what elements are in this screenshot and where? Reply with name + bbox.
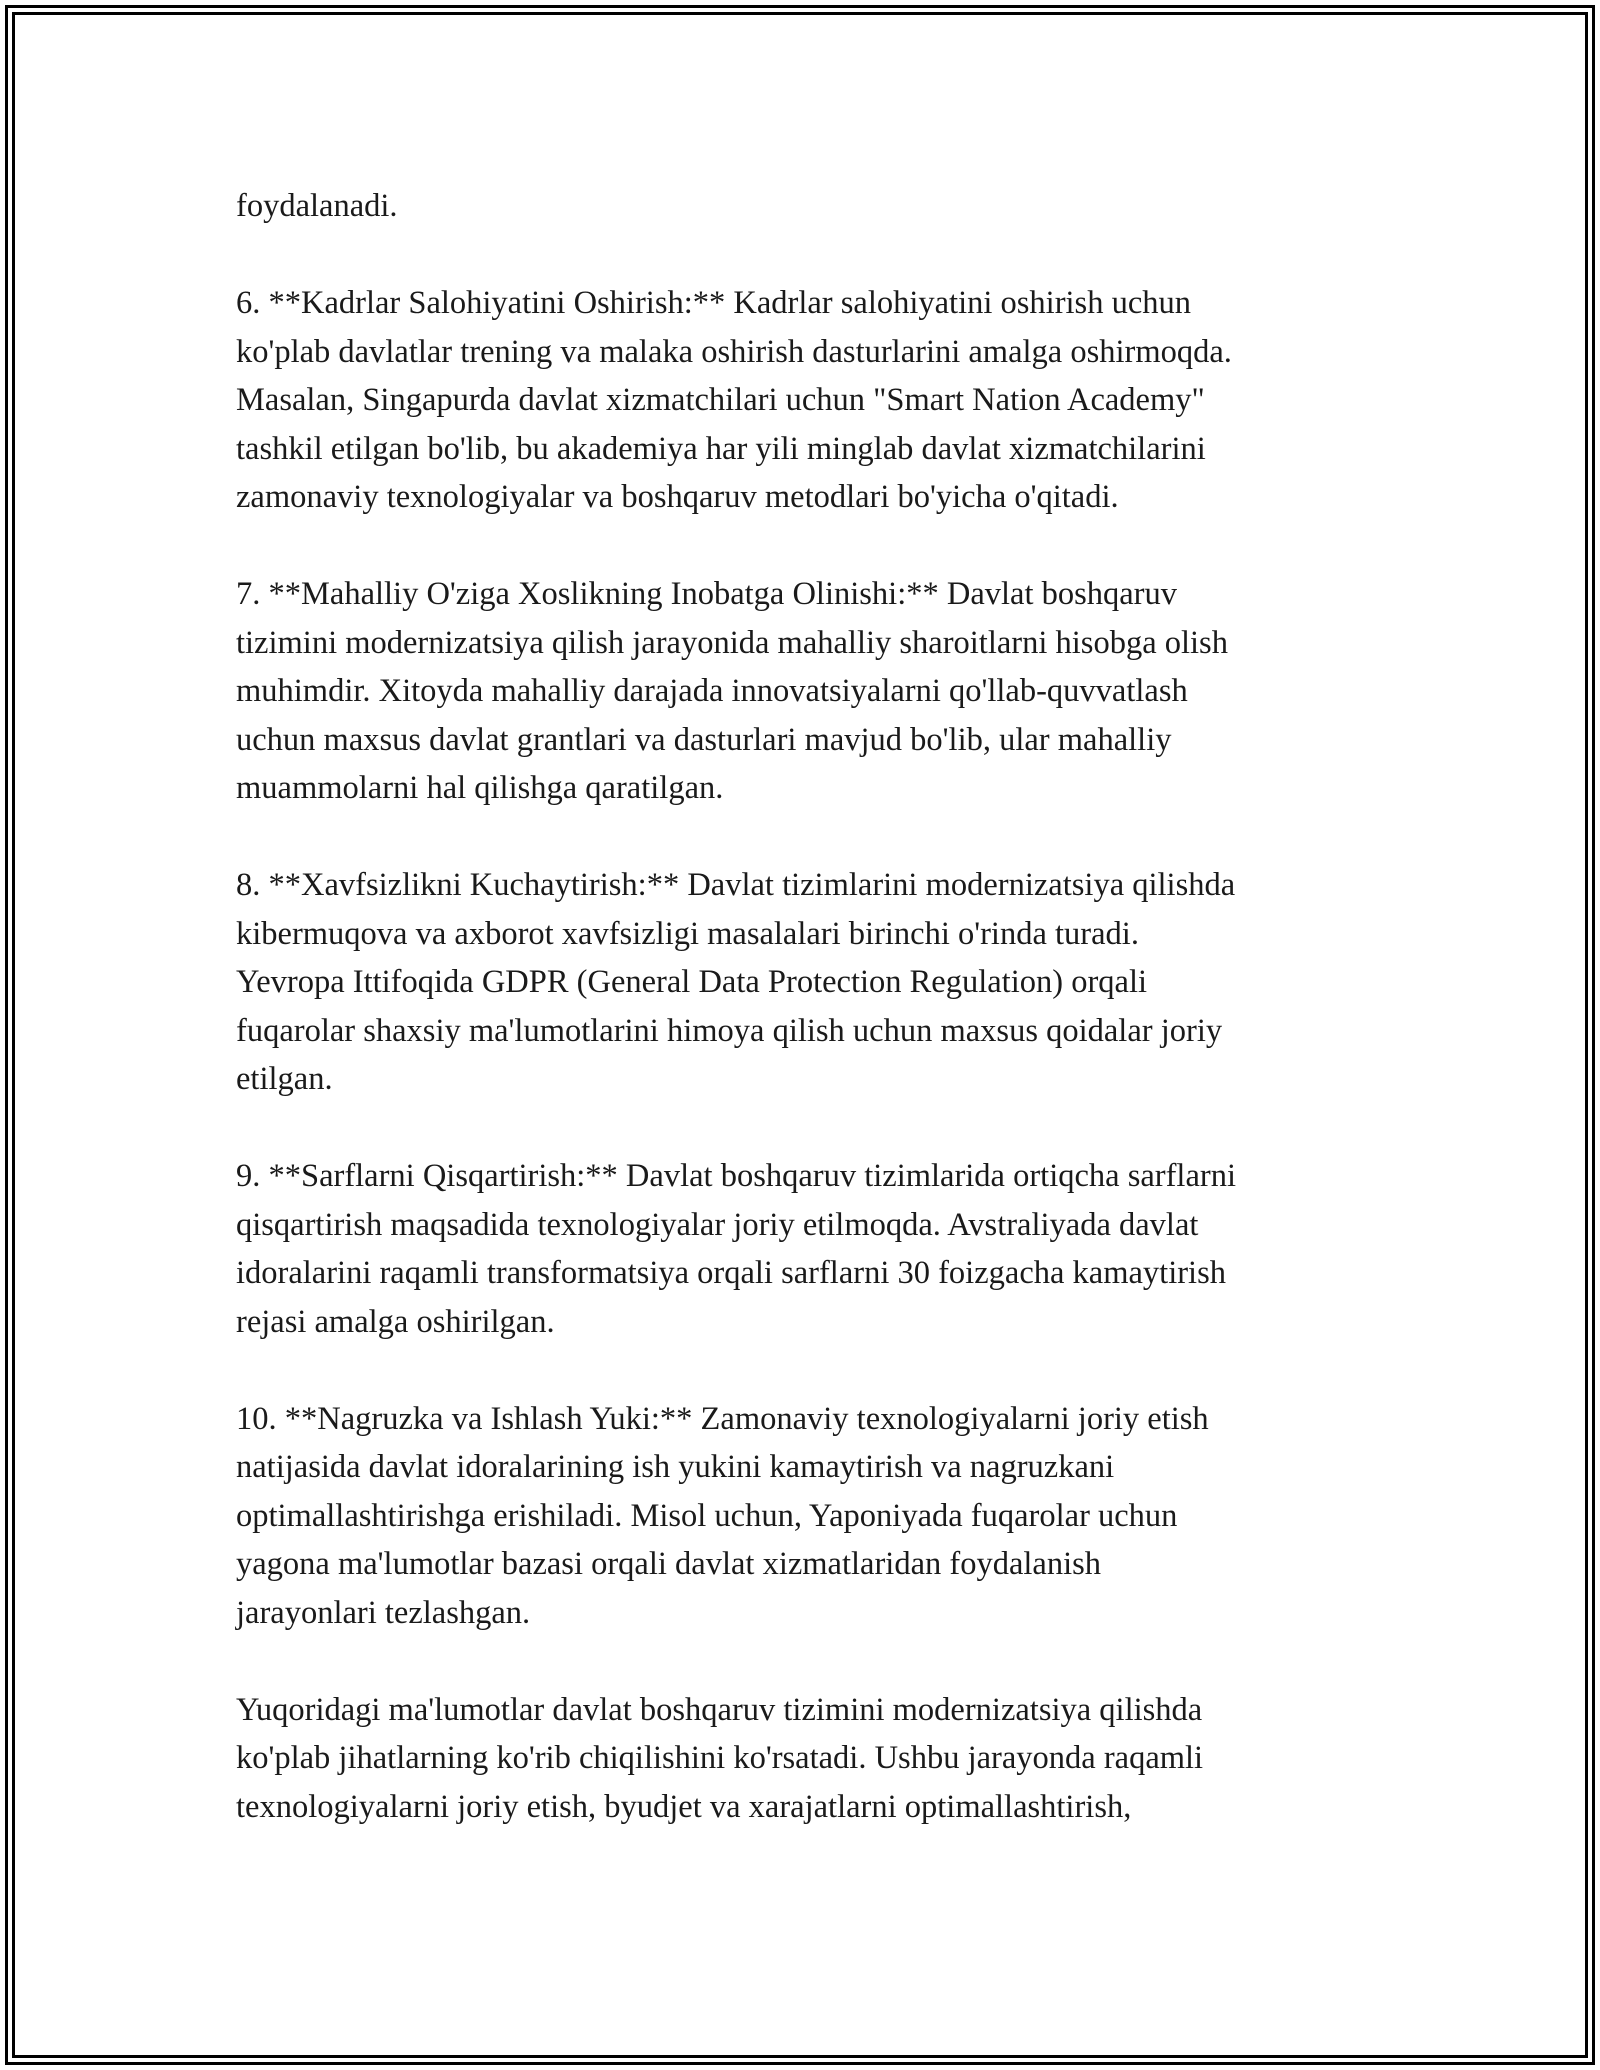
document-body: [236, 182, 1386, 1880]
paragraph-item-7: 7. **Mahalliy O'ziga Xoslikning Inobatga Olinishi:** Davlat boshqaruv tizimini modernizatsiya qilish jarayonida mahalliy sharoitlarni hisobga olish muhimdir. Xitoyda mahalliy darajada innovatsiyalarni qo'llab-quvvatlash uchun maxsus davlat grantlari va dasturlari mavjud bo'lib, ular mahalliy muammolarni hal qilishga qaratilgan.: [236, 576, 1228, 806]
paragraph-item-6: 6. **Kadrlar Salohiyatini Oshirish:** Kadrlar salohiyatini oshirish uchun ko'plab davlatlar trening va malaka oshirish dasturlarini amalga oshirmoqda. Masalan, Singapurda davlat xizmatchilari uchun "Smart Nation Academy" tashkil etilgan bo'lib, bu akademiya har yili minglab davlat xizmatchilarini zamonaviy texnologiyalar va boshqaruv metodlari bo'yicha o'qitadi.: [236, 285, 1232, 515]
paragraph-item-9: 9. **Sarflarni Qisqartirish:** Davlat boshqaruv tizimlarida ortiqcha sarflarni qisqartirish maqsadida texnologiyalar joriy etilmoqda. Avstraliyada davlat idoralarini raqamli transformatsiya orqali sarflarni 30 foizgacha kamaytirish rejasi amalga oshirilgan.: [236, 1158, 1236, 1340]
paragraph-continuation: foydalanadi.: [236, 188, 398, 224]
paragraph-summary: Yuqoridagi ma'lumotlar davlat boshqaruv tizimini modernizatsiya qilishda ko'plab jihatlarning ko'rib chiqilishini ko'rsatadi. Ushbu jarayonda raqamli texnologiyalarni joriy etish, byudjet va xarajatlarni optimallashtirish,: [236, 1691, 1204, 1825]
paragraph-item-10: 10. **Nagruzka va Ishlash Yuki:** Zamonaviy texnologiyalarni joriy etish natijasida davlat idoralarining ish yukini kamaytirish va nagruzkani optimallashtirishga erishiladi. Misol uchun, Yaponiyada fuqarolar uchun yagona ma'lumotlar bazasi orqali davlat xizmatlaridan foydalanish jarayonlari tezlashgan.: [236, 1400, 1209, 1631]
paragraph-item-8: 8. **Xavfsizlikni Kuchaytirish:** Davlat tizimlarini modernizatsiya qilishda kibermuqova va axborot xavfsizligi masalalari birinchi o'rinda turadi. Yevropa Ittifoqida GDPR (General Data Protection Regulation) orqali fuqarolar shaxsiy ma'lumotlarini himoya qilish uchun maxsus qoidalar joriy etilgan.: [236, 867, 1236, 1097]
